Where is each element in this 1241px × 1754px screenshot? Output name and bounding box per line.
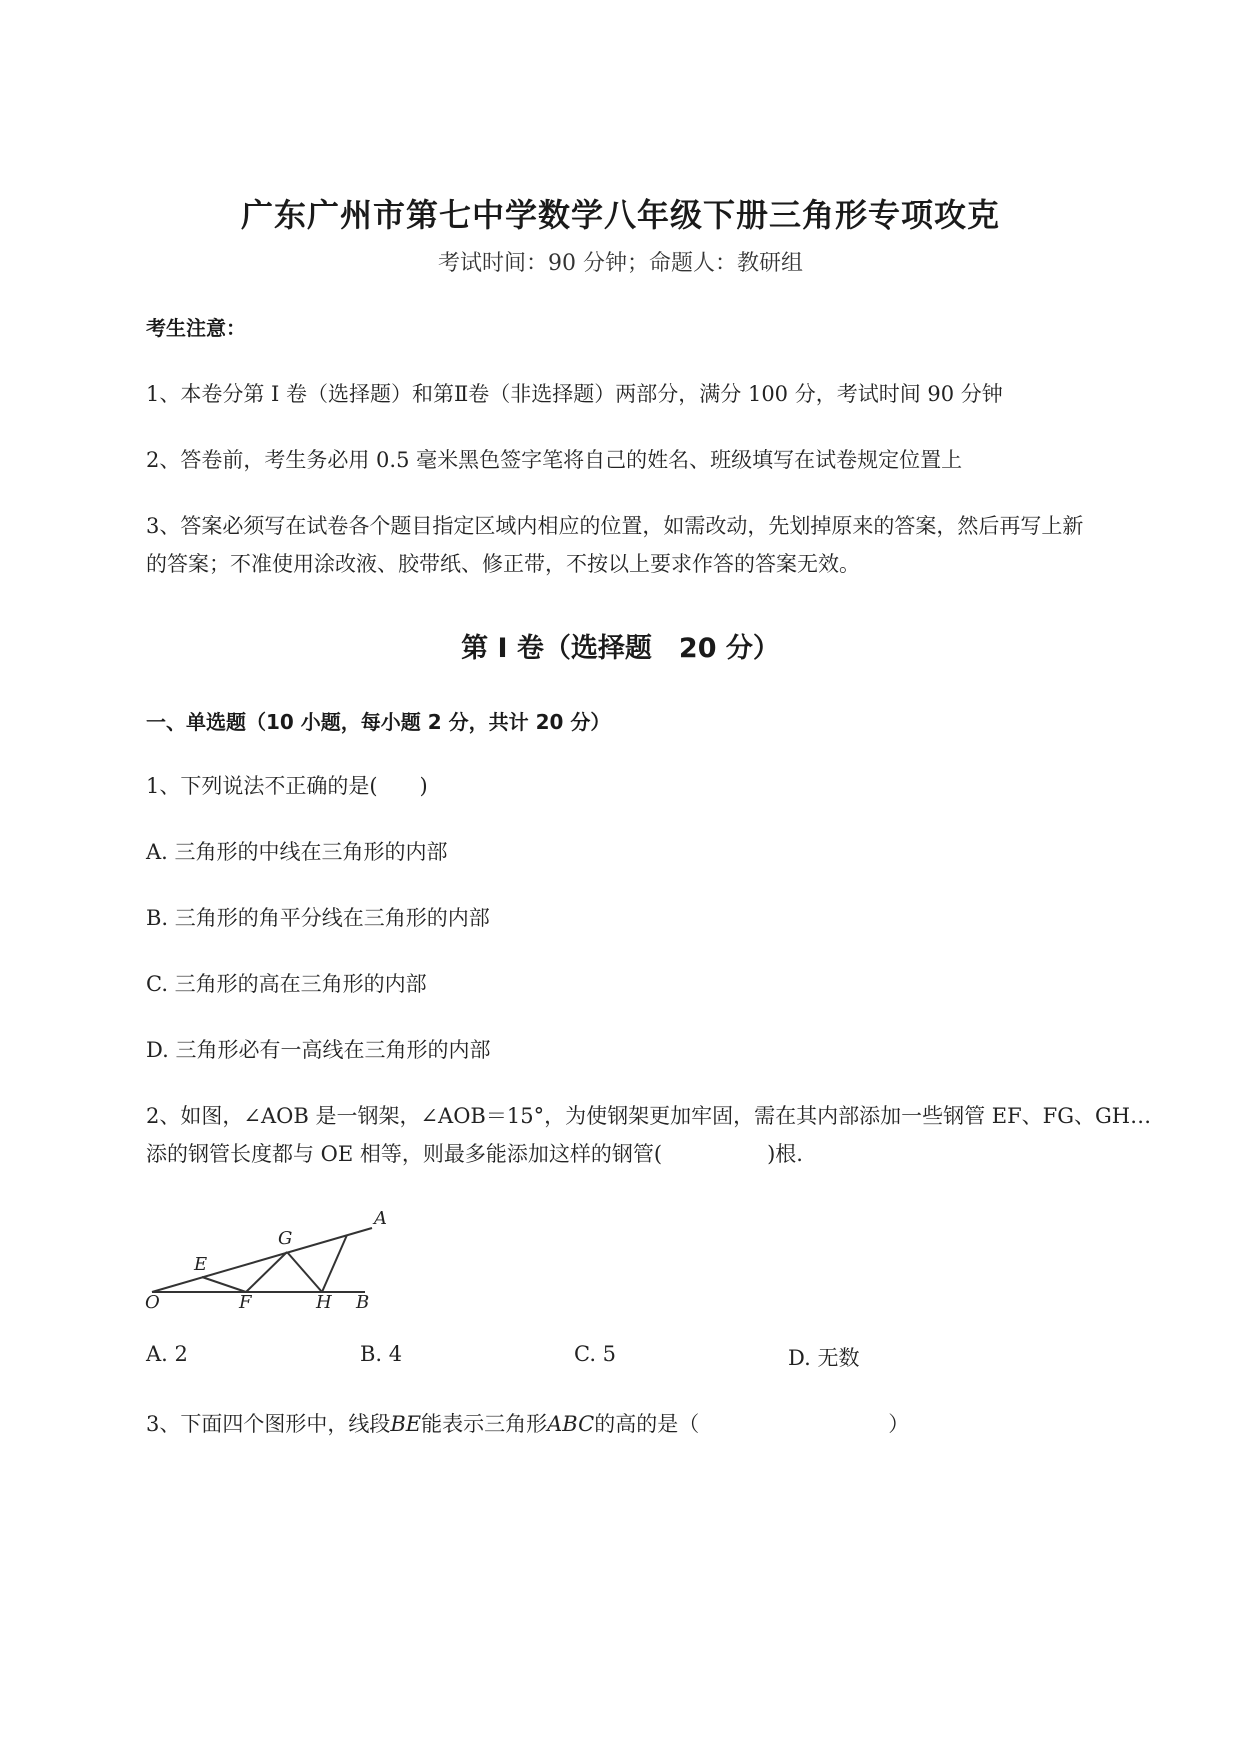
part-heading: 一、单选题（10 小题，每小题 2 分，共计 20 分） [146, 710, 611, 734]
notice-item-2: 2、答卷前，考生务必用 0.5 毫米黑色签字笔将自己的姓名、班级填写在试卷规定位置上 [146, 448, 963, 472]
q2-option-a: A. 2 [146, 1342, 188, 1366]
q2-option-b: B. 4 [360, 1342, 403, 1366]
q1-option-c: C. 三角形的高在三角形的内部 [146, 972, 427, 996]
q3-stem-pre: 3、下面四个图形中，线段 [146, 1412, 391, 1436]
q2-angle-figure [140, 1200, 400, 1310]
segment-ha [322, 1235, 347, 1292]
q3-stem-mid: 能表示三角形 [421, 1412, 548, 1436]
q3-triangle: ABC [547, 1412, 595, 1436]
notice-item-3-cont: 的答案；不准使用涂改液、胶带纸、修正带，不按以上要求作答的答案无效。 [146, 552, 860, 576]
label-h: H [316, 1292, 332, 1310]
label-b: B [356, 1292, 370, 1310]
q3-stem [146, 1408, 909, 1438]
label-f: F [239, 1292, 252, 1310]
q2-stem-line1: 2、如图，∠AOB 是一钢架，∠AOB＝15°，为使钢架更加牢固，需在其内部添加一些钢管 EF、FG、GH… [146, 1104, 1152, 1128]
notice-item-1: 1、本卷分第 I 卷（选择题）和第Ⅱ卷（非选择题）两部分，满分 100 分，考试时间 90 分钟 [146, 382, 1003, 406]
q1-option-d: D. 三角形必有一高线在三角形的内部 [146, 1038, 491, 1062]
q1-option-b: B. 三角形的角平分线在三角形的内部 [146, 906, 490, 930]
q2-option-d: D. 无数 [788, 1346, 860, 1370]
q1-option-a: A. 三角形的中线在三角形的内部 [146, 840, 448, 864]
label-o: O [145, 1292, 160, 1310]
exam-subtitle: 考试时间：90 分钟；命题人：教研组 [438, 251, 803, 276]
page-title: 广东广州市第七中学数学八年级下册三角形专项攻克 [240, 196, 1000, 234]
segment-gh [287, 1252, 322, 1292]
q2-option-c: C. 5 [574, 1342, 617, 1366]
label-e: E [194, 1254, 208, 1275]
q1-stem: 1、下列说法不正确的是( ) [146, 774, 428, 798]
segment-ef [202, 1277, 246, 1292]
q3-stem-post: 的高的是（ ） [594, 1412, 910, 1436]
q2-stem-line2: 添的钢管长度都与 OE 相等，则最多能添加这样的钢管( )根. [146, 1142, 803, 1166]
label-a: A [374, 1208, 387, 1229]
notice-heading: 考生注意： [146, 316, 246, 340]
label-g: G [278, 1228, 293, 1249]
ray-oa [152, 1228, 372, 1292]
section-title: 第 I 卷（选择题 20 分） [461, 633, 780, 664]
notice-item-3: 3、答案必须写在试卷各个题目指定区域内相应的位置，如需改动，先划掉原来的答案，然后再写上新 [146, 514, 1084, 538]
q3-segment: BE [390, 1412, 422, 1436]
